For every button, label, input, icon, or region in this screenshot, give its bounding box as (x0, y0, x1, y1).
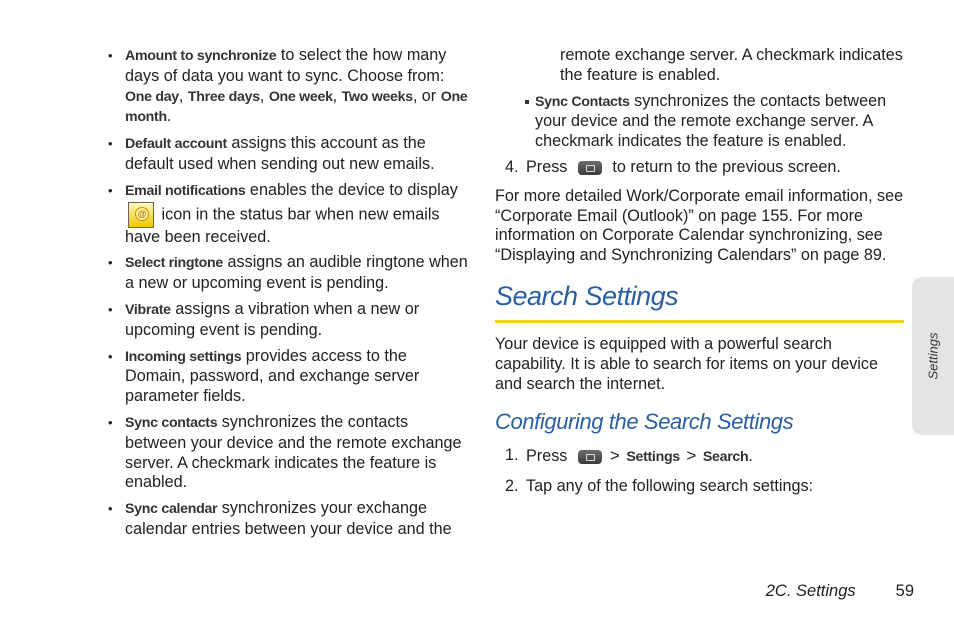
section-title: Search Settings (495, 280, 679, 311)
bullet-sync-calendar: • Sync calendar synchronizes your exchange calendar entries between your device and the (108, 499, 470, 540)
bullet-sync-contacts: • Sync contacts synchronizes the contacts between your device and the remote exchange server. A checkmark indicates the feature is enabled. (108, 413, 470, 493)
section-intro: Your device is equipped with a powerful search capability. It is able to search for items on your device and search the internet. (495, 334, 878, 393)
bullet-incoming-settings: • Incoming settings provides access to the Domain, password, and exchange server parameter fields. (108, 347, 470, 407)
page-footer (766, 582, 914, 601)
step-1: 1. Press > Settings > Search. (505, 446, 753, 466)
step-2: 2. Tap any of the following search settings: (505, 477, 814, 496)
sub-bullet-sync-contacts: Sync Contacts synchronizes the contacts between your device and the remote exchange server. A checkmark indicates the feature is enabled. (495, 92, 905, 152)
bullet-amount-to-synchronize: • Amount to synchronize to select the how many days of data you want to sync. Choose from: One day, Three days, One week, Two weeks, or One month. (108, 46, 470, 128)
step-4: 4. Press to return to the previous screen. (505, 157, 841, 176)
page-number: 59 (895, 582, 914, 600)
bullet-email-notifications: • Email notifications enables the device to display @ icon in the status bar when new emails have been received. (108, 181, 470, 248)
section-rule (495, 320, 904, 323)
continuation-text: remote exchange server. A checkmark indicates the feature is enabled. (560, 46, 903, 84)
bullet-select-ringtone: • Select ringtone assigns an audible ringtone when a new or upcoming event is pending. (108, 253, 470, 294)
right-column (495, 46, 905, 497)
more-info-paragraph: For more detailed Work/Corporate email information, see “Corporate Email (Outlook)” on page 155. For more information on Corporate Calendar synchronizing, see “Displaying and Synchronizing Calendars” on page 89. (495, 186, 904, 265)
back-key-icon (578, 161, 602, 175)
menu-key-icon (578, 450, 602, 464)
email-notification-icon: @ (128, 202, 154, 228)
bullet-default-account: • Default account assigns this account as the default used when sending out new emails. (108, 134, 470, 175)
side-tab-label: Settings (925, 332, 941, 380)
subsection-title: Configuring the Search Settings (495, 409, 794, 435)
side-tab (912, 277, 954, 435)
left-column (108, 46, 470, 546)
bullet-vibrate: • Vibrate assigns a vibration when a new or upcoming event is pending. (108, 300, 470, 341)
footer-section: 2C. Settings (765, 582, 856, 600)
